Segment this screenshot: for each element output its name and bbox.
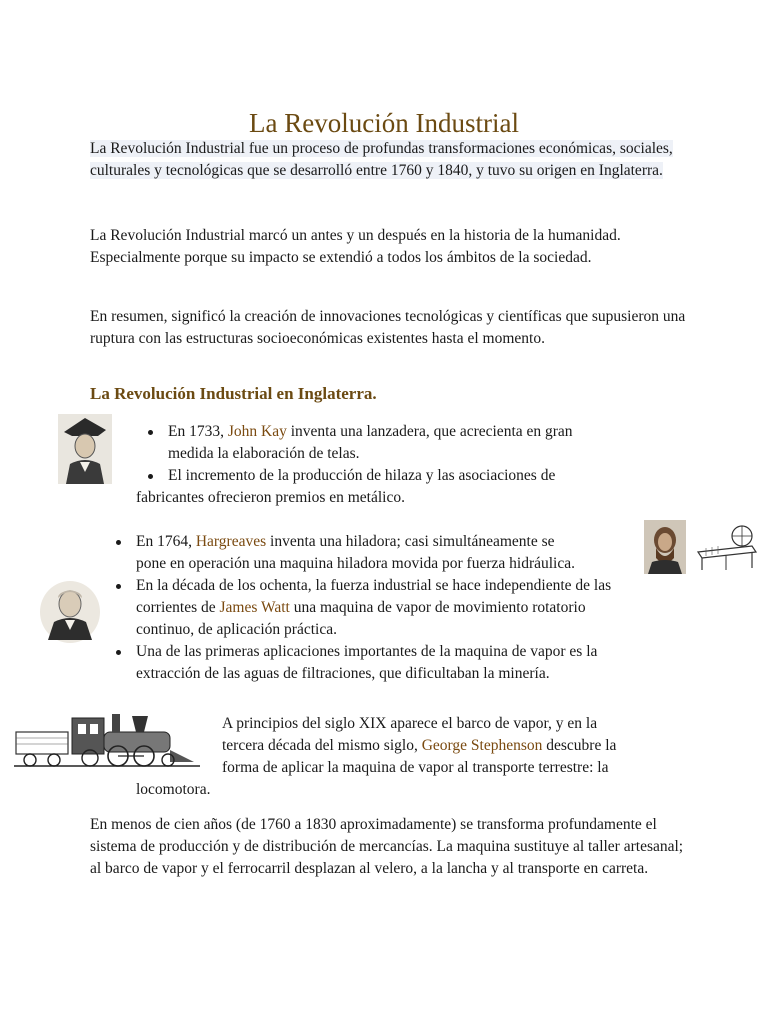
- bullet-2-line-2: fabricantes ofrecieron premios en metálico.: [136, 489, 405, 506]
- list-item: [104, 575, 684, 597]
- bullet-5-line-2: extracción de las aguas de filtraciones, que dificultaban la minería.: [136, 665, 550, 682]
- bullet-icon: [116, 650, 121, 655]
- steam-line-2-post: descubre la: [542, 737, 617, 754]
- intro-paragraph-1-text: La Revolución Industrial fue un proceso de profundas transformaciones económicas, sociales, culturales y tecnológicas que se desarrolló entre 1760 y 1840, y tuvo su origen en Inglaterra.: [90, 140, 673, 179]
- intro-paragraph-2: La Revolución Industrial marcó un antes y un después en la historia de la humanidad. Especialmente porque su impacto se extendió a todos los ámbitos de la sociedad.: [90, 227, 621, 266]
- section-title: La Revolución Industrial en Inglaterra.: [90, 384, 377, 403]
- steam-line-3: forma de aplicar la maquina de vapor al transporte terrestre: la: [222, 759, 609, 776]
- page-title: La Revolución Industrial: [249, 108, 519, 139]
- steam-paragraph: [136, 713, 676, 801]
- bullet-1-text-pre: En 1733,: [168, 423, 228, 440]
- bullet-1-line-2: medida la elaboración de telas.: [168, 445, 360, 462]
- john-kay-link[interactable]: John Kay: [227, 423, 287, 440]
- bullet-icon: [116, 540, 121, 545]
- bullet-4-line-1: En la década de los ochenta, la fuerza industrial se hace independiente de las: [136, 577, 612, 594]
- list-item: [136, 465, 636, 487]
- intro-paragraph-1: [90, 138, 690, 182]
- closing-paragraph: En menos de cien años (de 1760 a 1830 aproximadamente) se transforma profundamente el sistema de producción y de distribución de mercancías. La maquina sustituye al taller artesanal; al barco de vapor y el ferrocarril desplazan al velero, a la lancha y al transporte en carreta.: [90, 816, 684, 877]
- bullet-5-line-1: Una de las primeras aplicaciones importantes de la maquina de vapor es la: [136, 643, 598, 660]
- steam-line-2-pre: tercera década del mismo siglo,: [222, 737, 422, 754]
- bullet-3-line-2: pone en operación una maquina hiladora movida por fuerza hidráulica.: [136, 555, 575, 572]
- steam-line-1: A principios del siglo XIX aparece el barco de vapor, y en la: [222, 715, 598, 732]
- hargreaves-link[interactable]: Hargreaves: [195, 533, 267, 550]
- bullet-4-line-3: continuo, de aplicación práctica.: [136, 621, 337, 638]
- bullet-icon: [148, 474, 153, 479]
- list-item: [104, 641, 684, 663]
- john-kay-portrait-icon: [58, 414, 112, 484]
- bullet-2-line-1: El incremento de la producción de hilaza y las asociaciones de: [168, 467, 556, 484]
- bullet-3-text-pre: En 1764,: [136, 533, 196, 550]
- bullet-icon: [148, 430, 153, 435]
- list-item: [136, 421, 636, 443]
- bullet-4-text-post: una maquina de vapor de movimiento rotatorio: [289, 599, 586, 616]
- steam-line-4: locomotora.: [136, 781, 211, 798]
- intro-paragraph-3: En resumen, significó la creación de innovaciones tecnológicas y científicas que supusieron una ruptura con las estructuras socioeconómicas existentes hasta el momento.: [90, 308, 686, 347]
- bullet-list-kay: [136, 421, 636, 509]
- bullet-list-steam: [104, 531, 684, 685]
- james-watt-portrait-icon: [38, 580, 102, 644]
- james-watt-link[interactable]: James Watt: [219, 599, 290, 616]
- bullet-1-text-post: inventa una lanzadera, que acrecienta en gran: [286, 423, 573, 440]
- bullet-4-text-pre: corrientes de: [136, 599, 220, 616]
- bullet-3-text-post: inventa una hiladora; casi simultáneamente se: [266, 533, 555, 550]
- steam-line-2: [136, 735, 676, 757]
- bullet-4-line-2: [104, 597, 684, 619]
- spinning-jenny-engraving-icon: [692, 522, 762, 574]
- bullet-icon: [116, 584, 121, 589]
- list-item: [104, 531, 684, 553]
- george-stephenson-link[interactable]: George Stephenson: [421, 737, 543, 754]
